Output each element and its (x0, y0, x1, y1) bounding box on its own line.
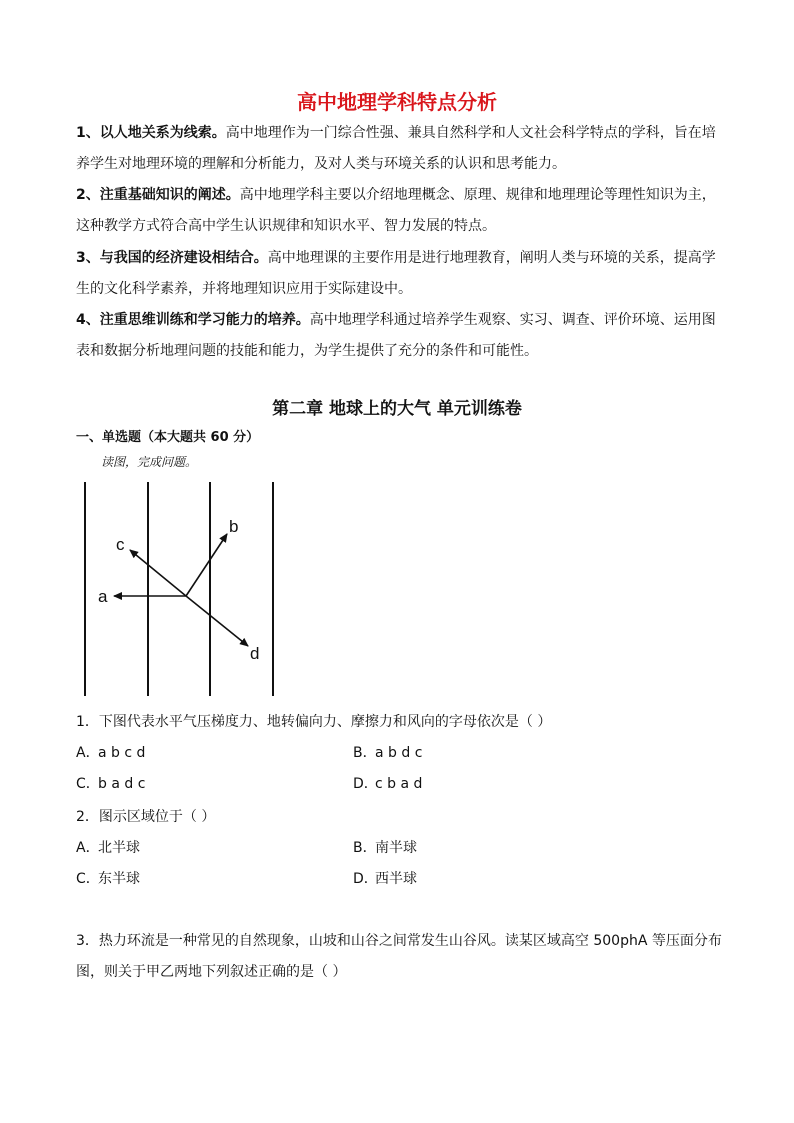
question-1-option-c[interactable] (76, 773, 145, 793)
question-3-stem: 3．热力环流是一种常见的自然现象，山坡和山谷之间常发生山谷风。读某区域高空 500phA 等压面分布图，则关于甲乙两地下列叙述正确的是（ ） (76, 933, 722, 980)
arrow-d (186, 596, 248, 646)
chapter-title: 第二章 地球上的大气 单元训练卷 (272, 399, 522, 419)
option-text: 东半球 (98, 871, 140, 887)
feature-lead-4: 4、注重思维训练和学习能力的培养。 (76, 312, 310, 328)
question-1-option-b[interactable] (353, 742, 422, 762)
question-1-stem: 1．下图代表水平气压梯度力、地转偏向力、摩擦力和风向的字母依次是（ ） (76, 714, 552, 730)
option-text: 北半球 (98, 840, 140, 856)
option-letter: C． (76, 871, 100, 887)
option-letter: B． (353, 840, 377, 856)
option-letter: A． (76, 745, 100, 761)
feature-paragraph-4 (76, 305, 722, 367)
question-2-stem: 2．图示区域位于（ ） (76, 809, 216, 825)
feature-paragraph-3 (76, 243, 722, 305)
question-1-option-d[interactable] (353, 773, 422, 793)
feature-lead-1: 1、以人地关系为线索。 (76, 125, 226, 141)
option-text: a b d c (375, 745, 423, 761)
wind-force-diagram (78, 478, 288, 700)
arrow-b (186, 534, 227, 596)
arrow-c (130, 550, 186, 596)
question-1-option-a[interactable] (76, 742, 145, 762)
label-a: a (98, 587, 108, 606)
feature-body-4: 高中地理学科通过培养学生观察、实习、调查、评价环境、运用图表和数据分析地理问题的技能和能力，为学生提供了充分的条件和可能性。 (76, 312, 716, 359)
feature-lead-3: 3、与我国的经济建设相结合。 (76, 250, 268, 266)
question-2-option-b[interactable] (353, 837, 417, 857)
question-instruction: 读图，完成问题。 (101, 455, 198, 469)
option-text: c b a d (375, 776, 423, 792)
option-letter: C． (76, 776, 100, 792)
section-heading: 一、单选题（本大题共 60 分） (76, 430, 260, 445)
option-text: a b c d (98, 745, 146, 761)
question-2-option-c[interactable] (76, 868, 140, 888)
feature-body-2: 高中地理学科主要以介绍地理概念、原理、规律和地理理论等理性知识为主，这种教学方式符合高中学生认识规律和知识水平、智力发展的特点。 (76, 187, 716, 234)
question-2-option-a[interactable] (76, 837, 140, 857)
question-2-option-d[interactable] (353, 868, 417, 888)
option-letter: A． (76, 840, 100, 856)
feature-paragraph-1 (76, 118, 722, 180)
label-d: d (250, 644, 260, 663)
feature-body-1: 高中地理作为一门综合性强、兼具自然科学和人文社会科学特点的学科，旨在培养学生对地理环境的理解和分析能力，及对人类与环境关系的认识和思考能力。 (76, 125, 716, 172)
option-text: 南半球 (375, 840, 417, 856)
option-text: 西半球 (375, 871, 417, 887)
option-text: b a d c (98, 776, 146, 792)
option-letter: D． (353, 871, 378, 887)
label-b: b (229, 517, 239, 536)
page-title: 高中地理学科特点分析 (297, 90, 497, 114)
option-letter: D． (353, 776, 378, 792)
label-c: c (116, 535, 125, 554)
feature-body-3: 高中地理课的主要作用是进行地理教育，阐明人类与环境的关系，提高学生的文化科学素养，并将地理知识应用于实际建设中。 (76, 250, 716, 297)
feature-lead-2: 2、注重基础知识的阐述。 (76, 187, 240, 203)
feature-paragraph-2 (76, 180, 722, 242)
option-letter: B． (353, 745, 377, 761)
